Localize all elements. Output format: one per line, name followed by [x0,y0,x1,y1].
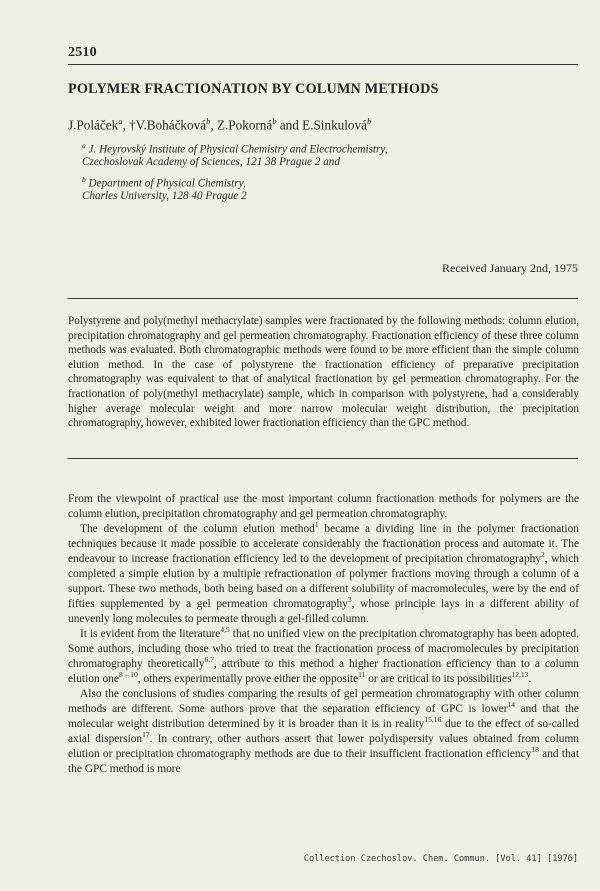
author-affiliation-mark: b [206,116,211,126]
text-run: or are critical to its possibilities [365,673,512,685]
author-separator: , [122,117,130,133]
text-run: , attribute to this method a higher fractionation efficiency than to a column elution one [68,658,579,685]
text-run: The development of the column elution method [80,523,315,535]
author-list [68,116,371,133]
article-title: POLYMER FRACTIONATION BY COLUMN METHODS [68,81,439,97]
citation-ref: 1 [314,520,319,530]
abstract-top-rule [68,298,578,299]
citation-ref: 6,7 [204,655,214,665]
affiliation-mark: b [82,175,86,184]
article-body [68,492,579,777]
author-name: Z.Pokorná [216,117,273,133]
citation-ref: 3 [347,595,352,605]
affiliation-a-line2: Czechoslovak Academy of Sciences, 121 38 Prague 2 and [82,156,340,168]
citation-ref: 8 – 10 [118,670,138,680]
text-run: , others experimentally prove either the opposite [137,673,359,685]
abstract-bottom-rule [68,458,578,459]
text-run: . In contrary, other authors assert that lower polydispersity values obtained from column elution or precipitation chromatography methods are due to their insufficient fractionation efficiency [68,733,579,760]
author-affiliation-mark: b [272,116,277,126]
author-name: E.Sinkulová [302,117,367,133]
text-run: that no unified view on the precipitation chromatography has been adopted. Some authors, including those who tried to treat the fractionation process of macromolecules by precipitation chromatography theoretically [68,628,579,670]
author-name: †V.Boháčková [129,117,207,133]
citation-ref: 2 [541,550,545,560]
citation-ref: 11 [358,670,366,680]
body-paragraph-2 [68,522,579,627]
text-run: . [528,673,532,685]
citation-ref: 18 [531,745,539,755]
citation-ref: 14 [507,700,516,710]
text-run: became a dividing line in the polymer fractionation techniques because it made possible to accelerate considerably the fractionation process and automate it. The endeavour to increase fractionation efficiency led to the development of precipitation chromatography [68,523,579,565]
received-date: Received January 2nd, 1975 [442,261,578,275]
body-paragraph-1: From the viewpoint of practical use the most important column fractionation methods for polymers are the column elution, precipitation chromatography and gel permeation chromatography. [68,493,579,520]
text-run: , whose principle lays in a different ability of unevenly long molecules to permeate through a gel-filled column. [68,598,579,625]
text-run: due to the effect of so-called axial dispersion [68,718,579,745]
author-conjunction: and [276,117,303,133]
affiliation-a-line1: $^a$ J. Heyrovský Institute of Physical Chemistry and Electrochemistry, [82,141,388,156]
body-paragraph-3 [68,627,579,687]
affiliation-b-line2: Charles University, 128 40 Prague 2 [82,190,247,202]
text-run: and that the molecular weight distribution determined by it is broader than it is in reality [68,703,579,730]
header-rule [68,64,578,65]
text-run: It is evident from the literature [80,628,221,640]
citation-ref: 4,5 [220,625,230,635]
text-run: and that the GPC method is more [68,748,579,775]
author-name: J.Poláček [68,117,119,133]
affiliation-b-line1: $^b$ Department of Physical Chemistry, [82,175,246,190]
page-number: 2510 [68,45,97,60]
body-paragraph-4 [68,687,579,777]
citation-ref: 15,16 [424,715,442,725]
text-run: , which completed a simple elution by a multiple refractionation of polymer fractions moving through a column of a support. These two methods, both being based on a different solubility of macromolecules, were by the end of fifties supplemented by a gel permeation chromatography [68,553,579,610]
citation-ref: 17 [142,730,150,740]
author-affiliation-mark: a [118,116,123,126]
text-run: Also the conclusions of studies comparing the results of gel permeation chromatography with other column methods are different. Some authors prove that the separation efficiency of GPC is lower [68,688,579,715]
abstract: Polystyrene and poly(methyl methacrylate) samples were fractionated by the following methods: column elution, precipitation chromatography and gel permeation chromatography. Fractionation efficiency of these three column methods was evaluated. Both chromatographic methods were found to be more efficient than the simple column elution method. In the case of polystyrene the fractionation efficiency of preparative precipitation chromatography was equivalent to that of analytical fractionation by gel permeation chromatography. For the fractionation of poly(methyl methacrylate) sample, which in comparison with polystyrene, had a considerably higher average molecular weight and more narrow molecular weight distribution, the precipitation chromatography, however, exhibited lower fractionation efficiency than the GPC method. [68,315,579,430]
author-affiliation-mark: b [366,116,372,126]
author-separator: , [210,117,217,133]
citation-ref: 12,13 [511,670,529,680]
journal-footer: Collection Czechoslov. Chem. Commun. [Vol. 41] [1976] [303,854,578,864]
affiliation-mark: a [82,141,86,150]
